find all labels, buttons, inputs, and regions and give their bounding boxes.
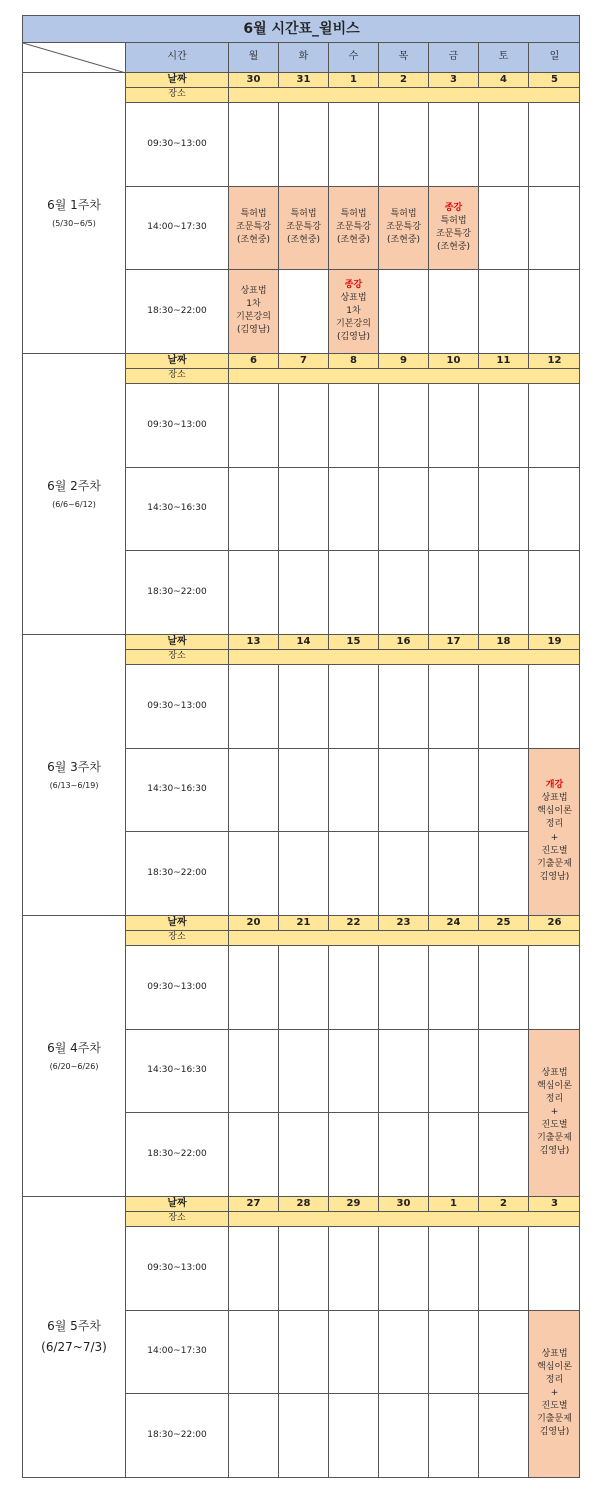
schedule-slot: [378, 1393, 428, 1477]
schedule-slot: [328, 748, 378, 832]
lecture-text-line: (김영남): [236, 325, 271, 336]
date-cell: 3: [528, 1196, 580, 1211]
page-title: 6월 시간표_윌비스: [22, 15, 580, 42]
schedule-slot: [328, 102, 378, 186]
date-label: 날짜: [125, 634, 228, 649]
week-label: 6월 2주차: [47, 478, 101, 493]
lecture-text-line: 특허법: [340, 209, 367, 220]
lecture-block[interactable]: [328, 269, 378, 353]
schedule-slot: [428, 269, 478, 353]
week-label-cell: [22, 915, 125, 1196]
schedule-slot: [478, 1310, 528, 1394]
time-slot-label: 09:30~13:00: [125, 664, 228, 748]
schedule-slot: [328, 1112, 378, 1196]
schedule-slot: [428, 1310, 478, 1394]
time-slot-label: 14:00~17:30: [125, 186, 228, 270]
schedule-slot: [228, 1310, 278, 1394]
week-label-cell: [22, 353, 125, 634]
lecture-text-line: 상표법: [541, 793, 568, 804]
schedule-slot: [428, 1112, 478, 1196]
date-cell: 26: [528, 915, 580, 930]
lecture-text-line: 1차: [346, 305, 361, 316]
schedule-slot: [378, 1310, 428, 1394]
lecture-text-line: (조현중): [386, 235, 421, 246]
date-cell: 12: [528, 353, 580, 368]
schedule-slot: [378, 748, 428, 832]
table-border-bottom: [22, 1477, 580, 1478]
schedule-slot: [428, 1029, 478, 1113]
schedule-slot: [528, 945, 580, 1029]
week-range: (6/13~6/19): [49, 780, 99, 790]
schedule-slot: [428, 467, 478, 551]
lecture-block[interactable]: [228, 269, 278, 353]
lecture-block[interactable]: [378, 186, 428, 270]
schedule-slot: [478, 1112, 528, 1196]
date-cell: 25: [478, 915, 528, 930]
date-label: 날짜: [125, 72, 228, 87]
schedule-slot: [328, 1310, 378, 1394]
schedule-slot: [378, 550, 428, 634]
schedule-slot: [528, 186, 580, 270]
schedule-slot: [528, 269, 580, 353]
time-slot-label: 09:30~13:00: [125, 945, 228, 1029]
time-slot-label: 18:30~22:00: [125, 831, 228, 915]
schedule-slot: [278, 945, 328, 1029]
date-cell: 16: [378, 634, 428, 649]
place-label: 장소: [125, 649, 228, 664]
date-cell: 30: [228, 72, 278, 87]
schedule-slot: [428, 1393, 478, 1477]
schedule-slot: [428, 1226, 478, 1310]
lecture-text-line: 특허법: [240, 209, 267, 220]
lecture-block[interactable]: [528, 748, 580, 915]
schedule-slot: [478, 550, 528, 634]
schedule-slot: [328, 664, 378, 748]
week-label: 6월 4주차: [47, 1040, 101, 1055]
schedule-slot: [478, 1029, 528, 1113]
schedule-slot: [328, 1226, 378, 1310]
schedule-slot: [328, 831, 378, 915]
schedule-slot: [278, 1310, 328, 1394]
date-label: 날짜: [125, 915, 228, 930]
place-label: 장소: [125, 1211, 228, 1226]
schedule-slot: [278, 831, 328, 915]
lecture-text-line: 기출문제: [537, 1133, 572, 1144]
corner-diagonal-cell: [22, 42, 125, 72]
place-row: [228, 1211, 580, 1226]
time-slot-label: 18:30~22:00: [125, 1393, 228, 1477]
lecture-text-line: 기본강의: [236, 312, 271, 323]
schedule-slot: [228, 1226, 278, 1310]
lecture-text-line: 조문특강: [336, 222, 371, 233]
header-day: 수: [328, 42, 378, 72]
lecture-text-line: 진도별: [541, 1401, 568, 1412]
header-day: 화: [278, 42, 328, 72]
lecture-block[interactable]: [528, 1029, 580, 1196]
schedule-slot: [278, 748, 328, 832]
time-slot-label: 09:30~13:00: [125, 1226, 228, 1310]
schedule-slot: [278, 102, 328, 186]
schedule-slot: [528, 664, 580, 748]
lecture-text-line: 김영남): [539, 1427, 570, 1438]
schedule-slot: [378, 269, 428, 353]
lecture-text-line: 정리: [545, 1093, 564, 1104]
lecture-text-line: 특허법: [290, 209, 317, 220]
place-label: 장소: [125, 368, 228, 383]
lecture-status-tag: 개강: [545, 780, 564, 791]
time-slot-label: 18:30~22:00: [125, 1112, 228, 1196]
schedule-slot: [478, 1393, 528, 1477]
schedule-slot: [528, 102, 580, 186]
date-cell: 30: [378, 1196, 428, 1211]
lecture-block[interactable]: [278, 186, 328, 270]
date-label: 날짜: [125, 1196, 228, 1211]
place-label: 장소: [125, 87, 228, 102]
schedule-slot: [478, 945, 528, 1029]
lecture-text-line: 상표법: [541, 1348, 568, 1359]
schedule-slot: [478, 664, 528, 748]
time-slot-label: 14:00~17:30: [125, 1310, 228, 1394]
schedule-slot: [478, 831, 528, 915]
header-day: 토: [478, 42, 528, 72]
week-label-cell: [22, 1196, 125, 1477]
schedule-slot: [478, 102, 528, 186]
lecture-text-line: 기출문제: [537, 1414, 572, 1425]
date-cell: 23: [378, 915, 428, 930]
schedule-slot: [378, 831, 428, 915]
schedule-slot: [428, 550, 478, 634]
schedule-slot: [378, 383, 428, 467]
lecture-text-line: 핵심이론: [537, 806, 572, 817]
schedule-slot: [378, 102, 428, 186]
lecture-text-line: 특허법: [440, 215, 467, 226]
date-cell: 29: [328, 1196, 378, 1211]
lecture-block[interactable]: [528, 1310, 580, 1477]
schedule-slot: [478, 383, 528, 467]
time-slot-label: 14:30~16:30: [125, 1029, 228, 1113]
schedule-slot: [478, 748, 528, 832]
time-slot-label: 18:30~22:00: [125, 550, 228, 634]
date-cell: 24: [428, 915, 478, 930]
diagonal-line-icon: [23, 43, 126, 73]
date-cell: 19: [528, 634, 580, 649]
date-cell: 9: [378, 353, 428, 368]
schedule-slot: [228, 945, 278, 1029]
date-cell: 20: [228, 915, 278, 930]
week-range: (6/6~6/12): [52, 499, 96, 509]
date-cell: 27: [228, 1196, 278, 1211]
schedule-slot: [428, 664, 478, 748]
place-label: 장소: [125, 930, 228, 945]
schedule-slot: [278, 269, 328, 353]
week-range: (5/30~6/5): [52, 218, 96, 228]
lecture-text-line: +: [550, 1387, 559, 1398]
time-slot-label: 09:30~13:00: [125, 102, 228, 186]
lecture-text-line: +: [550, 1106, 559, 1117]
date-cell: 22: [328, 915, 378, 930]
time-slot-label: 18:30~22:00: [125, 269, 228, 353]
schedule-slot: [378, 1226, 428, 1310]
lecture-text-line: 김영남): [539, 1146, 570, 1157]
date-cell: 21: [278, 915, 328, 930]
schedule-slot: [328, 1393, 378, 1477]
lecture-text-line: 상표법: [340, 292, 367, 303]
lecture-text-line: 핵심이론: [537, 1080, 572, 1091]
schedule-slot: [378, 1029, 428, 1113]
schedule-slot: [478, 269, 528, 353]
lecture-text-line: 정리: [545, 1374, 564, 1385]
schedule-slot: [328, 550, 378, 634]
schedule-slot: [478, 186, 528, 270]
week-range: (6/27~7/3): [41, 1340, 107, 1354]
week-label: 6월 1주차: [47, 197, 101, 212]
schedule-slot: [428, 102, 478, 186]
place-row: [228, 87, 580, 102]
lecture-text-line: 조문특강: [286, 222, 321, 233]
schedule-slot: [478, 1226, 528, 1310]
date-cell: 5: [528, 72, 580, 87]
schedule-slot: [278, 383, 328, 467]
lecture-text-line: 김영남): [539, 871, 570, 882]
lecture-text-line: (조현중): [236, 235, 271, 246]
schedule-slot: [378, 945, 428, 1029]
date-cell: 1: [328, 72, 378, 87]
date-cell: 10: [428, 353, 478, 368]
header-day: 금: [428, 42, 478, 72]
time-slot-label: 14:30~16:30: [125, 748, 228, 832]
date-cell: 13: [228, 634, 278, 649]
date-cell: 3: [428, 72, 478, 87]
lecture-text-line: 정리: [545, 819, 564, 830]
schedule-slot: [528, 383, 580, 467]
lecture-text-line: 조문특강: [386, 222, 421, 233]
week-range: (6/20~6/26): [49, 1061, 99, 1071]
schedule-slot: [228, 831, 278, 915]
week-label-cell: [22, 72, 125, 353]
schedule-slot: [278, 664, 328, 748]
date-cell: 17: [428, 634, 478, 649]
schedule-slot: [278, 467, 328, 551]
date-cell: 2: [478, 1196, 528, 1211]
table-border-right: [579, 15, 580, 1478]
date-cell: 7: [278, 353, 328, 368]
lecture-text-line: 조문특강: [436, 228, 471, 239]
lecture-text-line: 기본강의: [336, 318, 371, 329]
header-time: 시간: [125, 42, 228, 72]
header-day: 월: [228, 42, 278, 72]
schedule-slot: [428, 831, 478, 915]
date-cell: 14: [278, 634, 328, 649]
date-cell: 6: [228, 353, 278, 368]
week-label: 6월 3주차: [47, 759, 101, 774]
schedule-slot: [328, 383, 378, 467]
time-slot-label: 14:30~16:30: [125, 467, 228, 551]
date-label: 날짜: [125, 353, 228, 368]
schedule-slot: [278, 1226, 328, 1310]
lecture-text-line: +: [550, 832, 559, 843]
date-cell: 18: [478, 634, 528, 649]
lecture-status-tag: 종강: [344, 279, 363, 290]
date-cell: 28: [278, 1196, 328, 1211]
date-cell: 8: [328, 353, 378, 368]
schedule-slot: [528, 550, 580, 634]
week-label: 6월 5주차: [47, 1318, 101, 1333]
lecture-text-line: 핵심이론: [537, 1361, 572, 1372]
lecture-text-line: 진도별: [541, 845, 568, 856]
schedule-slot: [278, 1029, 328, 1113]
lecture-text-line: (조현중): [436, 241, 471, 252]
place-row: [228, 649, 580, 664]
lecture-block[interactable]: [328, 186, 378, 270]
lecture-text-line: 1차: [246, 299, 261, 310]
schedule-slot: [228, 1112, 278, 1196]
schedule-slot: [278, 1393, 328, 1477]
date-cell: 4: [478, 72, 528, 87]
lecture-block[interactable]: [428, 186, 478, 270]
schedule-slot: [478, 467, 528, 551]
week-label-cell: [22, 634, 125, 915]
schedule-slot: [428, 748, 478, 832]
schedule-slot: [228, 664, 278, 748]
date-cell: 1: [428, 1196, 478, 1211]
lecture-block[interactable]: [228, 186, 278, 270]
schedule-slot: [378, 467, 428, 551]
schedule-slot: [328, 1029, 378, 1113]
schedule-slot: [528, 467, 580, 551]
time-slot-label: 09:30~13:00: [125, 383, 228, 467]
schedule-slot: [378, 1112, 428, 1196]
header-day: 목: [378, 42, 428, 72]
schedule-slot: [328, 945, 378, 1029]
header-day: 일: [528, 42, 580, 72]
schedule-slot: [278, 1112, 328, 1196]
schedule-slot: [378, 664, 428, 748]
lecture-text-line: 진도별: [541, 1120, 568, 1131]
date-cell: 31: [278, 72, 328, 87]
schedule-slot: [228, 550, 278, 634]
schedule-slot: [428, 945, 478, 1029]
schedule-slot: [328, 467, 378, 551]
lecture-text-line: 조문특강: [236, 222, 271, 233]
schedule-slot: [228, 748, 278, 832]
schedule-slot: [228, 1393, 278, 1477]
lecture-text-line: 상표법: [541, 1067, 568, 1078]
schedule-slot: [228, 467, 278, 551]
schedule-slot: [428, 383, 478, 467]
lecture-text-line: 특허법: [390, 209, 417, 220]
date-cell: 15: [328, 634, 378, 649]
lecture-text-line: (조현중): [286, 235, 321, 246]
date-cell: 11: [478, 353, 528, 368]
schedule-slot: [528, 1226, 580, 1310]
lecture-text-line: (조현중): [336, 235, 371, 246]
schedule-slot: [228, 383, 278, 467]
place-row: [228, 930, 580, 945]
place-row: [228, 368, 580, 383]
schedule-slot: [228, 102, 278, 186]
lecture-text-line: (김영남): [336, 331, 371, 342]
lecture-text-line: 기출문제: [537, 858, 572, 869]
lecture-text-line: 상표법: [240, 286, 267, 297]
schedule-slot: [278, 550, 328, 634]
schedule-slot: [228, 1029, 278, 1113]
date-cell: 2: [378, 72, 428, 87]
lecture-status-tag: 종강: [444, 202, 463, 213]
